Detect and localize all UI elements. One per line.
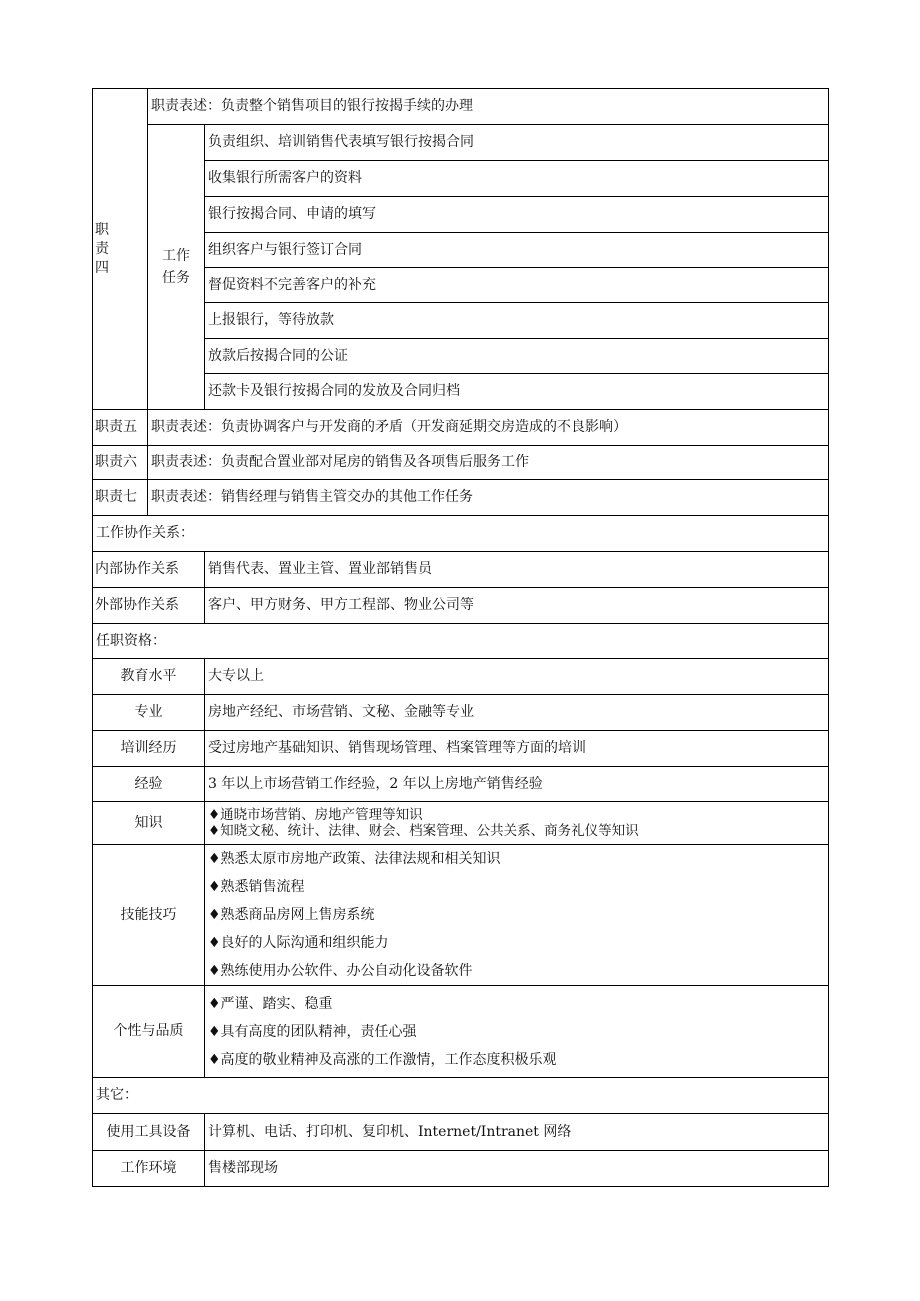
- duty6-row: [93, 446, 829, 480]
- personality-item: ♦具有高度的团队精神，责任心强: [208, 1023, 417, 1040]
- education-label: 教育水平: [93, 659, 205, 695]
- duty5-label: 职责五: [93, 410, 148, 446]
- duty5-row: [93, 410, 829, 446]
- job-description-table: [92, 88, 829, 1187]
- experience-label: 经验: [93, 767, 205, 802]
- qualifications-heading: 任职资格：: [93, 624, 829, 659]
- knowledge-item: ♦知晓文秘、统计、法律、财会、档案管理、公共关系、商务礼仪等知识: [208, 823, 639, 839]
- experience-value: 3 年以上市场营销工作经验，2 年以上房地产销售经验: [205, 767, 829, 802]
- personality-item: ♦严谨、踏实、稳重: [208, 995, 333, 1012]
- duty5-description: 职责表述：负责协调客户与开发商的矛盾（开发商延期交房造成的不良影响）: [148, 410, 829, 446]
- skills-row: [93, 845, 829, 986]
- task-item: 负责组织、培训销售代表填写银行按揭合同: [205, 125, 829, 161]
- collaboration-heading: 工作协作关系：: [93, 516, 829, 552]
- major-value: 房地产经纪、市场营销、文秘、金融等专业: [205, 695, 829, 731]
- duty6-label: 职责六: [93, 446, 148, 480]
- personality-label: 个性与品质: [93, 986, 205, 1078]
- task-item: 上报银行，等待放款: [205, 303, 829, 339]
- task-row: [93, 125, 829, 161]
- duty7-description: 职责表述：销售经理与销售主管交办的其他工作任务: [148, 480, 829, 516]
- skills-item: ♦熟悉太原市房地产政策、法律法规和相关知识: [208, 851, 501, 867]
- skills-label: 技能技巧: [93, 845, 205, 986]
- internal-collaboration-row: [93, 552, 829, 588]
- knowledge-row: [93, 802, 829, 845]
- skills-item: ♦熟悉销售流程: [208, 879, 305, 895]
- duty4-description-row: [93, 89, 829, 125]
- major-row: [93, 695, 829, 731]
- task-item: 还款卡及银行按揭合同的发放及合同归档: [205, 374, 829, 410]
- other-heading-row: [93, 1078, 829, 1114]
- personality-list: [205, 986, 829, 1078]
- work-task-label: [148, 125, 205, 410]
- internal-collaboration-value: 销售代表、置业主管、置业部销售员: [205, 552, 829, 588]
- duty4-description: 职责表述：负责整个销售项目的银行按揭手续的办理: [148, 89, 829, 125]
- skills-item: ♦良好的人际沟通和组织能力: [208, 935, 389, 951]
- duty4-label-char: 职: [95, 221, 109, 238]
- collaboration-heading-row: [93, 516, 829, 552]
- duty4-label-char: 四: [95, 259, 109, 276]
- training-row: [93, 731, 829, 767]
- task-item: 收集银行所需客户的资料: [205, 161, 829, 197]
- work-task-label-line: 工作: [162, 248, 190, 264]
- external-collaboration-value: 客户、甲方财务、甲方工程部、物业公司等: [205, 588, 829, 624]
- work-task-label-line: 任务: [162, 270, 190, 286]
- major-label: 专业: [93, 695, 205, 731]
- task-item: 督促资料不完善客户的补充: [205, 268, 829, 303]
- skills-item: ♦熟练使用办公软件、办公自动化设备软件: [208, 963, 473, 979]
- task-item: 组织客户与银行签订合同: [205, 233, 829, 268]
- environment-value: 售楼部现场: [205, 1151, 829, 1187]
- education-row: [93, 659, 829, 695]
- skills-item: ♦熟悉商品房网上售房系统: [208, 907, 375, 923]
- training-label: 培训经历: [93, 731, 205, 767]
- duty7-label: 职责七: [93, 480, 148, 516]
- tools-label: 使用工具设备: [93, 1114, 205, 1151]
- personality-row: [93, 986, 829, 1078]
- internal-collaboration-label: 内部协作关系: [93, 552, 205, 588]
- other-heading: 其它：: [93, 1078, 829, 1114]
- personality-item: ♦高度的敬业精神及高涨的工作激情，工作态度积极乐观: [208, 1051, 557, 1068]
- external-collaboration-label: 外部协作关系: [93, 588, 205, 624]
- tools-value: 计算机、电话、打印机、复印机、Internet/Intranet 网络: [205, 1114, 829, 1151]
- skills-list: [205, 845, 829, 986]
- education-value: 大专以上: [205, 659, 829, 695]
- task-item: 银行按揭合同、申请的填写: [205, 197, 829, 233]
- knowledge-list: [205, 802, 829, 845]
- duty4-label-char: 责: [95, 240, 109, 257]
- duty7-row: [93, 480, 829, 516]
- qualifications-heading-row: [93, 624, 829, 659]
- knowledge-label: 知识: [93, 802, 205, 845]
- environment-label: 工作环境: [93, 1151, 205, 1187]
- duty4-label: [93, 89, 148, 410]
- environment-row: [93, 1151, 829, 1187]
- tools-row: [93, 1114, 829, 1151]
- experience-row: [93, 767, 829, 802]
- external-collaboration-row: [93, 588, 829, 624]
- training-value: 受过房地产基础知识、销售现场管理、档案管理等方面的培训: [205, 731, 829, 767]
- duty6-description: 职责表述：负责配合置业部对尾房的销售及各项售后服务工作: [148, 446, 829, 480]
- task-item: 放款后按揭合同的公证: [205, 339, 829, 374]
- knowledge-item: ♦通晓市场营销、房地产管理等知识: [208, 807, 423, 823]
